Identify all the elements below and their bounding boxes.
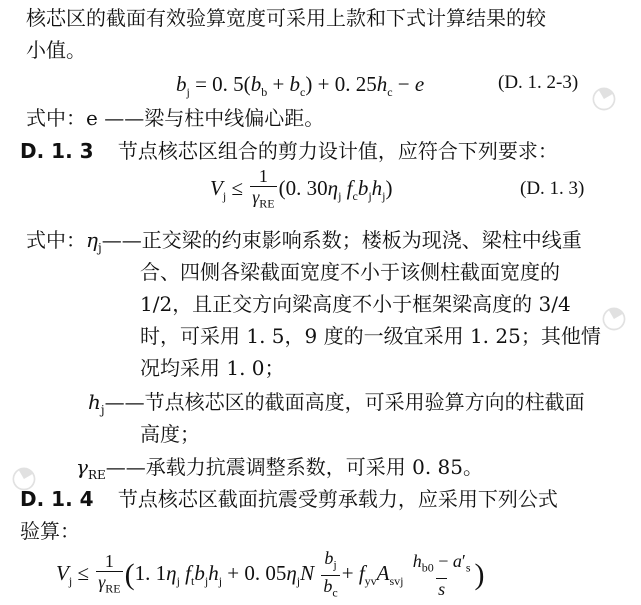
intro-line-1: 核芯区的截面有效验算宽度可采用上款和下式计算结果的较 xyxy=(26,6,546,30)
definition-eta-line-2: 合、四侧各梁截面宽度不小于该侧柱截面宽度的 xyxy=(140,260,560,284)
definition-eta: 式中：$\eta_j——$正交梁的约束影响系数；楼板为现浇、梁柱中线重 xyxy=(26,228,582,255)
clause-d-1-4-line-2: 验算： xyxy=(20,519,80,543)
fraction: $\frac{b_j}{b_c}$ xyxy=(321,548,339,602)
definition-e: 式中：e ——梁与柱中线偏心距。 xyxy=(26,106,325,130)
equation-d-1-3: $V_j$ ≤ $\frac{1}{\gamma_{RE}}$ (0. $30\eta_j$ $f_cb_jh_j$) xyxy=(210,166,393,218)
definition-eta-line-5: 况均采用 1. 0； xyxy=(140,356,285,380)
equation-d-1-4: $V_j$ ≤ $\frac{1}{\gamma_{RE}}$ (1. $1\eta_j$ $f_tb_jh_j + 0$. $05\eta_jN$ $\frac{b_j}{b_c}$ + $f_{yv}A_{svj}$ $\frac{h_{b0} - a'_s}{s}$ ) xyxy=(56,548,485,605)
intro-line-2: 小值。 xyxy=(26,38,86,62)
fraction: $\frac{1}{\gamma_{RE}}$ xyxy=(96,551,122,599)
watermark-mark: ◔ xyxy=(593,295,634,340)
definition-gamma: $\gamma_{RE}——$承载力抗震调整系数，可采用 0. 85。 xyxy=(76,455,483,482)
clause-d-1-3 xyxy=(20,137,558,165)
definition-eta-line-4: 时，可采用 1. 5，9 度的一级宜采用 1. 25；其他情 xyxy=(140,324,601,348)
fraction: $\frac{1}{\gamma_{RE}}$ xyxy=(250,166,276,214)
watermark-mark: ◔ xyxy=(583,75,624,120)
equation-number-d-1-2-3: (D. 1. 2-3) xyxy=(498,72,579,93)
clause-text: 节点核芯区截面抗震受剪承载力，应采用下列公式 xyxy=(117,487,558,511)
definition-h-line-2: 高度； xyxy=(140,422,200,446)
clause-label: D. 1. 4 xyxy=(20,487,94,511)
watermark-mark: ◔ xyxy=(3,455,44,500)
equation-d-1-2-3: $b_j = 0$. $5(b_b + b_c) + 0$. $25h_c - e$ xyxy=(176,72,425,100)
fraction: $\frac{h_{b0} - a'_s}{s}$ xyxy=(412,551,471,599)
definition-h: $h_j——$节点核芯区的截面高度，可采用验算方向的柱截面 xyxy=(88,390,585,417)
equation-number-d-1-3: (D. 1. 3) xyxy=(520,178,585,199)
clause-text: 节点核芯区组合的剪力设计值，应符合下列要求： xyxy=(117,139,558,163)
definition-eta-line-3: 1/2，且正交方向梁高度不小于框架梁高度的 3/4 xyxy=(140,292,571,316)
clause-d-1-4 xyxy=(20,485,558,513)
clause-label: D. 1. 3 xyxy=(20,139,94,163)
